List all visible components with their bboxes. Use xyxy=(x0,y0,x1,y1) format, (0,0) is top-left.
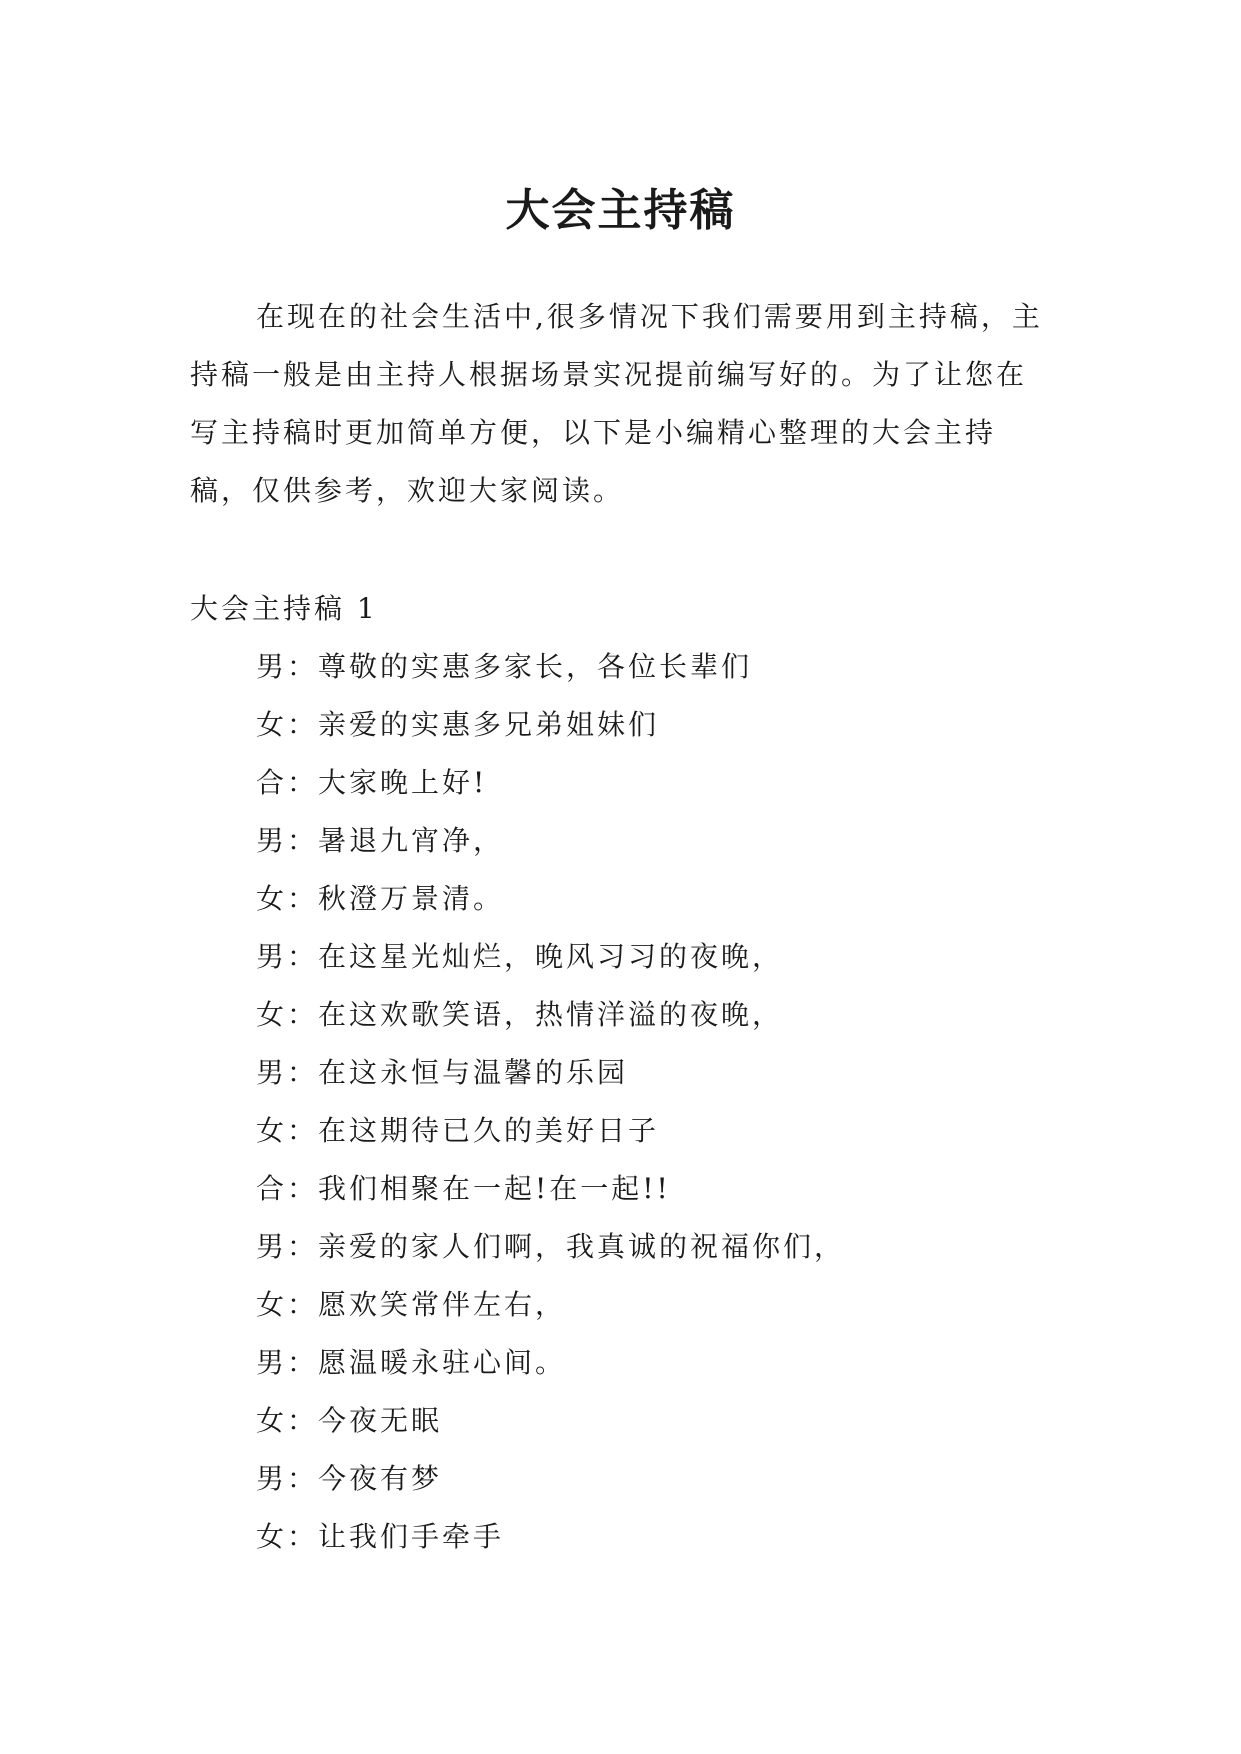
dialogue-line: 女：让我们手牵手 xyxy=(256,1520,505,1553)
dialogue-line: 男：今夜有梦 xyxy=(256,1462,443,1495)
document-title: 大会主持稿 xyxy=(505,185,736,237)
dialogue-line: 女：愿欢笑常伴左右， xyxy=(256,1288,567,1321)
dialogue-line: 女：今夜无眠 xyxy=(256,1404,443,1437)
dialogue-line: 男：暑退九宵净， xyxy=(256,824,505,857)
intro-paragraph: 在现在的社会生活中,很多情况下我们需要用到主持稿，主持稿一般是由主持人根据场景实况提前编写好的。为了让您在写主持稿时更加简单方便，以下是小编精心整理的大会主持稿，仅供参考，欢迎大家阅读。 xyxy=(190,300,1043,507)
dialogue-line: 女：在这期待已久的美好日子 xyxy=(256,1114,660,1147)
dialogue-line: 男：在这星光灿烂，晚风习习的夜晚， xyxy=(256,940,784,973)
dialogue-line: 男：在这永恒与温馨的乐园 xyxy=(256,1056,629,1089)
dialogue-line: 合：我们相聚在一起!在一起!! xyxy=(256,1172,671,1205)
dialogue-line: 女：秋澄万景清。 xyxy=(256,882,505,915)
section-title: 大会主持稿 1 xyxy=(190,592,378,625)
dialogue-line: 男：愿温暖永驻心间。 xyxy=(256,1346,567,1379)
dialogue-line: 男：亲爱的家人们啊，我真诚的祝福你们， xyxy=(256,1230,846,1263)
dialogue-line: 男：尊敬的实惠多家长，各位长辈们 xyxy=(256,650,753,683)
dialogue-line: 女：亲爱的实惠多兄弟姐妹们 xyxy=(256,708,660,741)
dialogue-line: 女：在这欢歌笑语，热情洋溢的夜晚， xyxy=(256,998,784,1031)
dialogue-list xyxy=(256,638,845,1566)
dialogue-line: 合：大家晚上好! xyxy=(256,766,488,799)
